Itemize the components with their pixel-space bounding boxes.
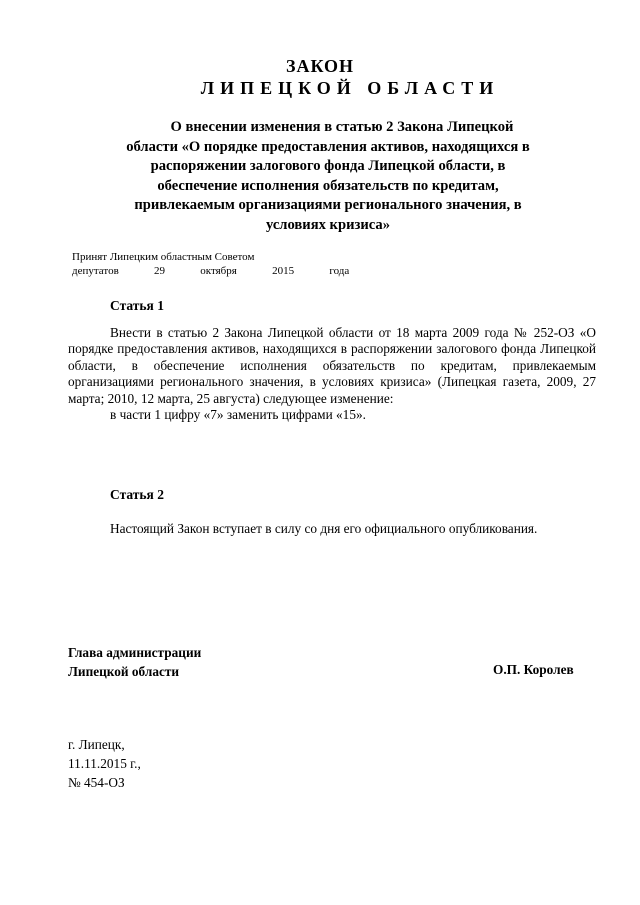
subject-line: О внесении изменения в статью 2 Закона Липецкой xyxy=(170,119,514,135)
subject-line: распоряжении залогового фонда Липецкой области, в xyxy=(150,158,506,174)
subject-line: привлекаемым организациями регионального значения, в xyxy=(134,197,522,213)
adoption-line2: депутатов 29 октября 2015 года xyxy=(72,265,350,277)
signing-city: г. Липецк, xyxy=(68,737,125,752)
article1-text: Внести в статью 2 Закона Липецкой области от 18 марта 2009 года № 252-ОЗ «О порядке предоставления активов, находящихся в распоряжении залогового фонда Липецкой области, в обеспечение исполнения обязательств по кредитам, привлекаемым организациями регионального значения, в условиях кризиса» (Липецкая газета, 2009, 27 марта; 2010, 12 марта, 25 августа) следующее изменение: xyxy=(68,325,596,406)
subject-line: обеспечение исполнения обязательств по кредитам, xyxy=(157,177,499,194)
subject-line: области «О порядке предоставления активов, находящихся в xyxy=(126,138,530,155)
article1-heading: Статья 1 xyxy=(110,298,164,313)
law-subject xyxy=(80,118,576,235)
adoption-line1: Принят Липецким областным Советом xyxy=(72,251,255,263)
signing-date: 11.11.2015 г., xyxy=(68,756,141,771)
signatory-name: О.П. Королев xyxy=(493,662,574,677)
article1-item: в части 1 цифру «7» заменить цифрами «15». xyxy=(110,407,366,423)
position-line1: Глава администрации xyxy=(68,645,202,660)
article2-body xyxy=(68,521,596,537)
article2-heading: Статья 2 xyxy=(110,487,164,502)
article2-text: Настоящий Закон вступает в силу со дня его официального опубликования. xyxy=(110,521,538,536)
subject-line: условиях кризиса» xyxy=(265,216,391,233)
signing-details xyxy=(68,735,141,792)
region-title: ЛИПЕЦКОЙ ОБЛАСТИ xyxy=(200,78,500,98)
law-number: № 454-ОЗ xyxy=(68,775,125,790)
signatory-position xyxy=(68,643,201,681)
article1-body xyxy=(68,325,596,423)
law-title: ЗАКОН xyxy=(285,56,355,76)
adoption-note xyxy=(72,250,349,278)
position-line2: Липецкой области xyxy=(68,664,180,679)
